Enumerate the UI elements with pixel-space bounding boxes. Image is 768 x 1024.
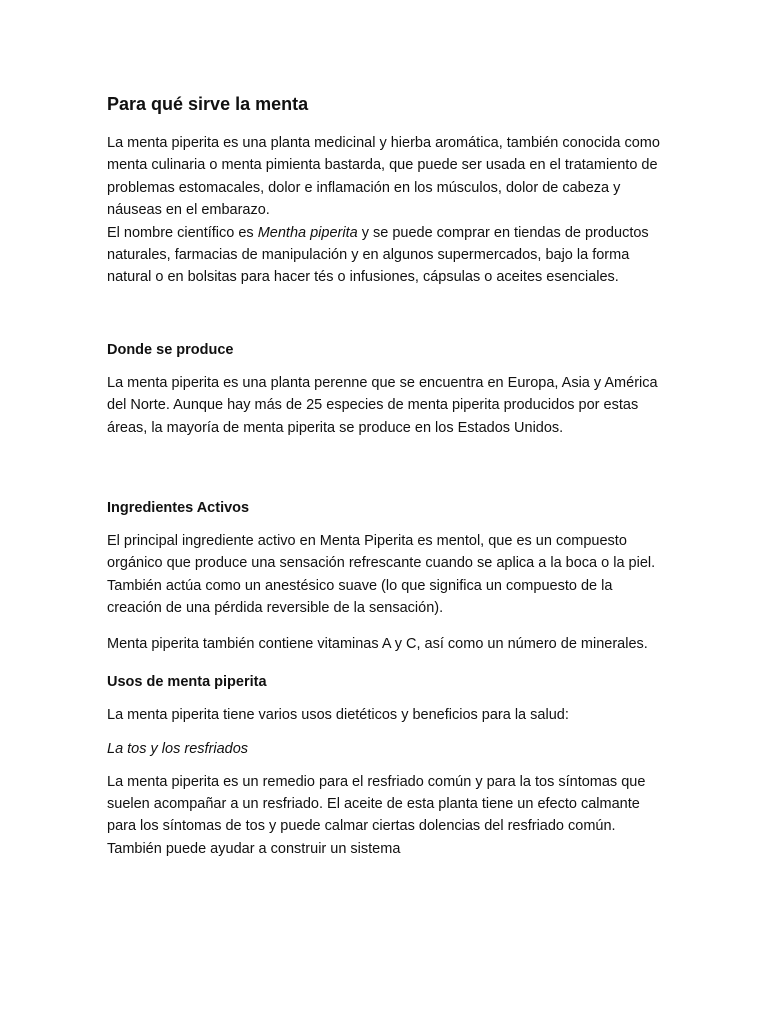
- heading-donde-se-produce: Donde se produce: [107, 341, 234, 358]
- scientific-name: Mentha piperita: [257, 224, 358, 241]
- tos-paragraph: La menta piperita es un remedio para el resfriado común y para la tos síntomas que suelen acompañar a un resfriado. El aceite de esta planta tiene un efecto calmante para los síntomas de tos y puede calmar ciertas dolencias del resfriado común. También puede ayudar a construir un sistema: [107, 773, 646, 857]
- donde-paragraph: La menta piperita es una planta perenne que se encuentra en Europa, Asia y América del Norte. Aunque hay más de 25 especies de menta piperita producidos por estas áreas, la mayoría de menta piperita se produce en los Estados Unidos.: [107, 374, 658, 436]
- subheading-tos-resfriados: La tos y los resfriados: [107, 740, 249, 757]
- intro-paragraph-1: La menta piperita es una planta medicinal y hierba aromática, también conocida como menta culinaria o menta pimienta bastarda, que puede ser usada en el tratamiento de problemas estomacales, dolor e inflamación en los músculos, dolor de cabeza y náuseas en el embarazo.: [107, 135, 660, 219]
- heading-ingredientes-activos: Ingredientes Activos: [107, 500, 250, 517]
- heading-usos-menta-piperita: Usos de menta piperita: [107, 674, 267, 691]
- ingredientes-paragraph-2: Menta piperita también contiene vitaminas A y C, así como un número de minerales.: [107, 635, 648, 652]
- usos-paragraph-1: La menta piperita tiene varios usos dietéticos y beneficios para la salud:: [107, 707, 569, 724]
- intro-paragraph-2: [107, 222, 667, 289]
- intro-p2-after: y se puede comprar en tiendas de productos naturales, farmacias de manipulación y en algunos supermercados, bajo la forma natural o en bolsitas para hacer tés o infusiones, cápsulas o aceites esenciales.: [107, 224, 649, 286]
- intro-p2-before: El nombre científico es: [107, 224, 258, 241]
- document-content: [107, 92, 667, 860]
- page-title: Para qué sirve la menta: [107, 94, 309, 114]
- ingredientes-paragraph-1: El principal ingrediente activo en Menta Piperita es mentol, que es un compuesto orgánico que produce una sensación refrescante cuando se aplica a la boca o la piel. También actúa como un anestésico suave (lo que significa un compuesto de la creación de una pérdida reversible de la sensación).: [107, 533, 656, 617]
